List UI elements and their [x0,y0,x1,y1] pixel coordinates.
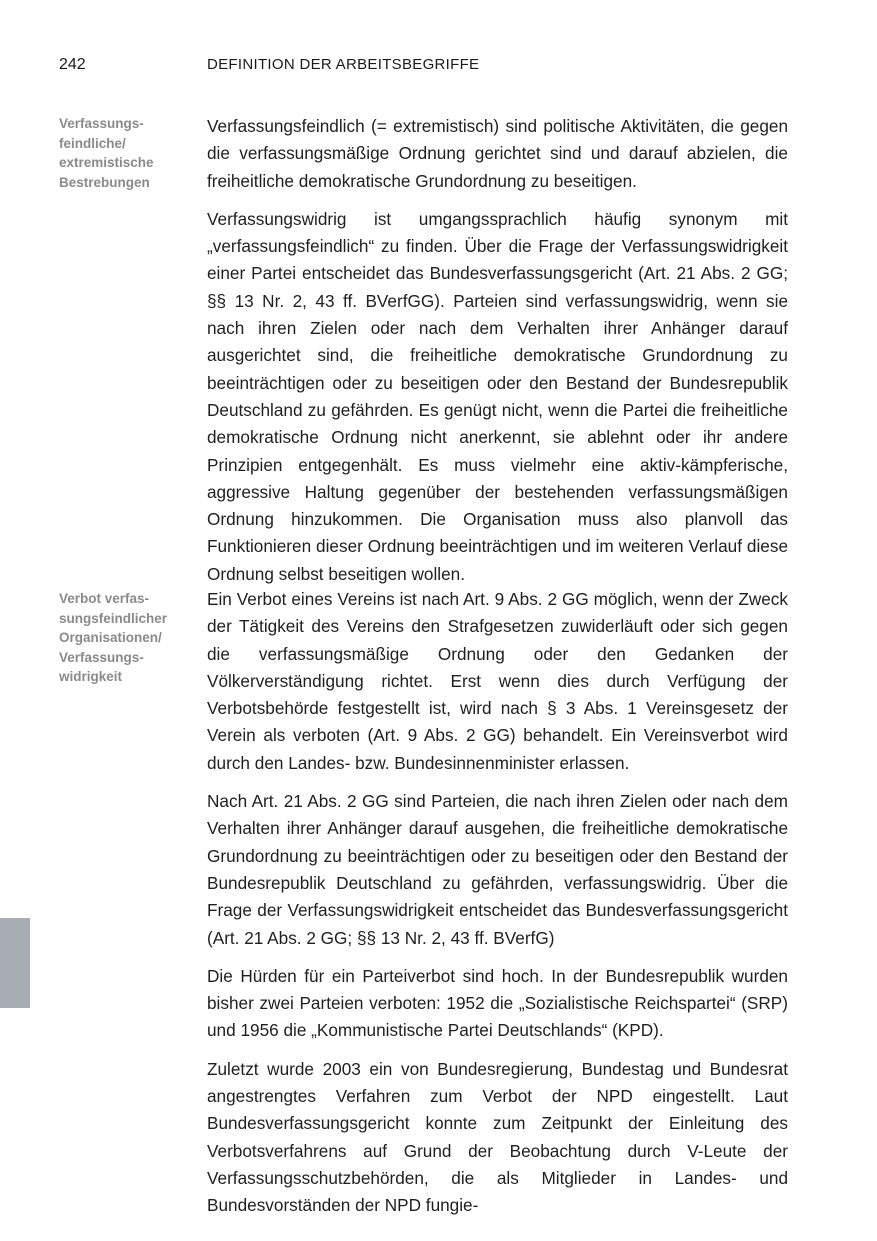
running-head: DEFINITION DER ARBEITSBEGRIFFE [207,56,480,73]
paragraph: Verfassungsfeindlich (= extremistisch) sind politische Aktivitäten, die gegen die verfassungsmäßige Ordnung gerichtet sind und darauf abzielen, die freiheitliche demokratische Grundordnung zu beseitigen. [207,116,788,191]
paragraph: Ein Verbot eines Vereins ist nach Art. 9 Abs. 2 GG möglich, wenn der Zweck der Tätigkeit des Vereins den Strafgesetzen zuwiderläuft oder sich gegen die verfassungsmäßige Ordnung oder den Gedanken der Völkerverständigung richtet. Erst wenn dies durch Verfügung der Verbotsbehörde festgestellt ist, wird nach § 3 Abs. 1 Vereinsgesetz der Verein als verboten (Art. 9 Abs. 2 GG) behandelt. Ein Vereinsverbot wird durch den Landes- bzw. Bundesinnenminister erlassen. [207,589,788,773]
sidenote-heading: Verfassungs- feindliche/ extremistische Bestrebungen [59,116,154,190]
paragraph: Die Hürden für ein Parteiverbot sind hoch. In der Bundesrepublik wurden bisher zwei Parteien verboten: 1952 die „Sozialistische Reichspartei“ (SRP) und 1956 die „Kommunistische Partei Deutschlands“ (KPD). [207,965,788,1041]
paragraph: Nach Art. 21 Abs. 2 GG sind Parteien, die nach ihren Zielen oder nach dem Verhalten ihrer Anhänger darauf ausgehen, die freiheitliche demokratische Grundordnung zu beeinträchtigen oder zu beseitigen oder den Bestand der Bundesrepublik Deutschland zu gefährden, verfassungswidrig. Über die Frage der Verfassungswidrigkeit entscheidet das Bundesverfassungsgericht (Art. 21 Abs. 2 GG; §§ 13 Nr. 2, 43 ff. BVerfG) [207,791,788,948]
sidenote-heading: Verbot verfas- sungsfeindlicher Organisationen/ Verfassungs- widrigkeit [59,591,168,684]
chapter-edge-tab [0,918,30,1008]
page-number: 242 [59,56,86,73]
paragraph: Verfassungswidrig ist umgangssprachlich häufig synonym mit „verfassungsfeindlich“ zu finden. Über die Frage der Verfassungswidrigkeit einer Partei entscheidet das Bundesverfassungsgericht (Art. 21 Abs. 2 GG; §§ 13 Nr. 2, 43 ff. BVerfGG). Parteien sind verfassungswidrig, wenn sie nach ihren Zielen oder nach dem Verhalten ihrer Anhänger darauf ausgerichtet sind, die freiheitliche demokratische Grundordnung zu beeinträchtigen oder zu beseitigen oder den Bestand der Bundesrepublik Deutschland zu gefährden. Es genügt nicht, wenn die Partei die freiheitliche demokratische Ordnung nicht anerkennt, sie ablehnt oder ihr andere Prinzipien entgegenhält. Es muss vielmehr eine aktiv-kämpferische, aggressive Haltung gegenüber der bestehenden verfassungsmäßigen Ordnung hinzukommen. Die Organisation muss also planvoll das Funktionieren dieser Ordnung beeinträchtigen und im weiteren Verlauf diese Ordnung selbst beseitigen wollen. [207,208,788,584]
body-column [207,586,788,1231]
paragraph: Zuletzt wurde 2003 ein von Bundesregierung, Bundestag und Bundesrat angestrengtes Verfahren zum Verbot der NPD eingestellt. Laut Bundesverfassungsgericht konnte zum Zeitpunkt der Einleitung des Verbotsverfahrens auf Grund der Beobachtung durch V-Leute der Verfassungsschutzbehörden, die als Mitglieder in Landes- und Bundesvorständen der NPD fungie- [207,1058,788,1216]
body-column [207,113,788,599]
